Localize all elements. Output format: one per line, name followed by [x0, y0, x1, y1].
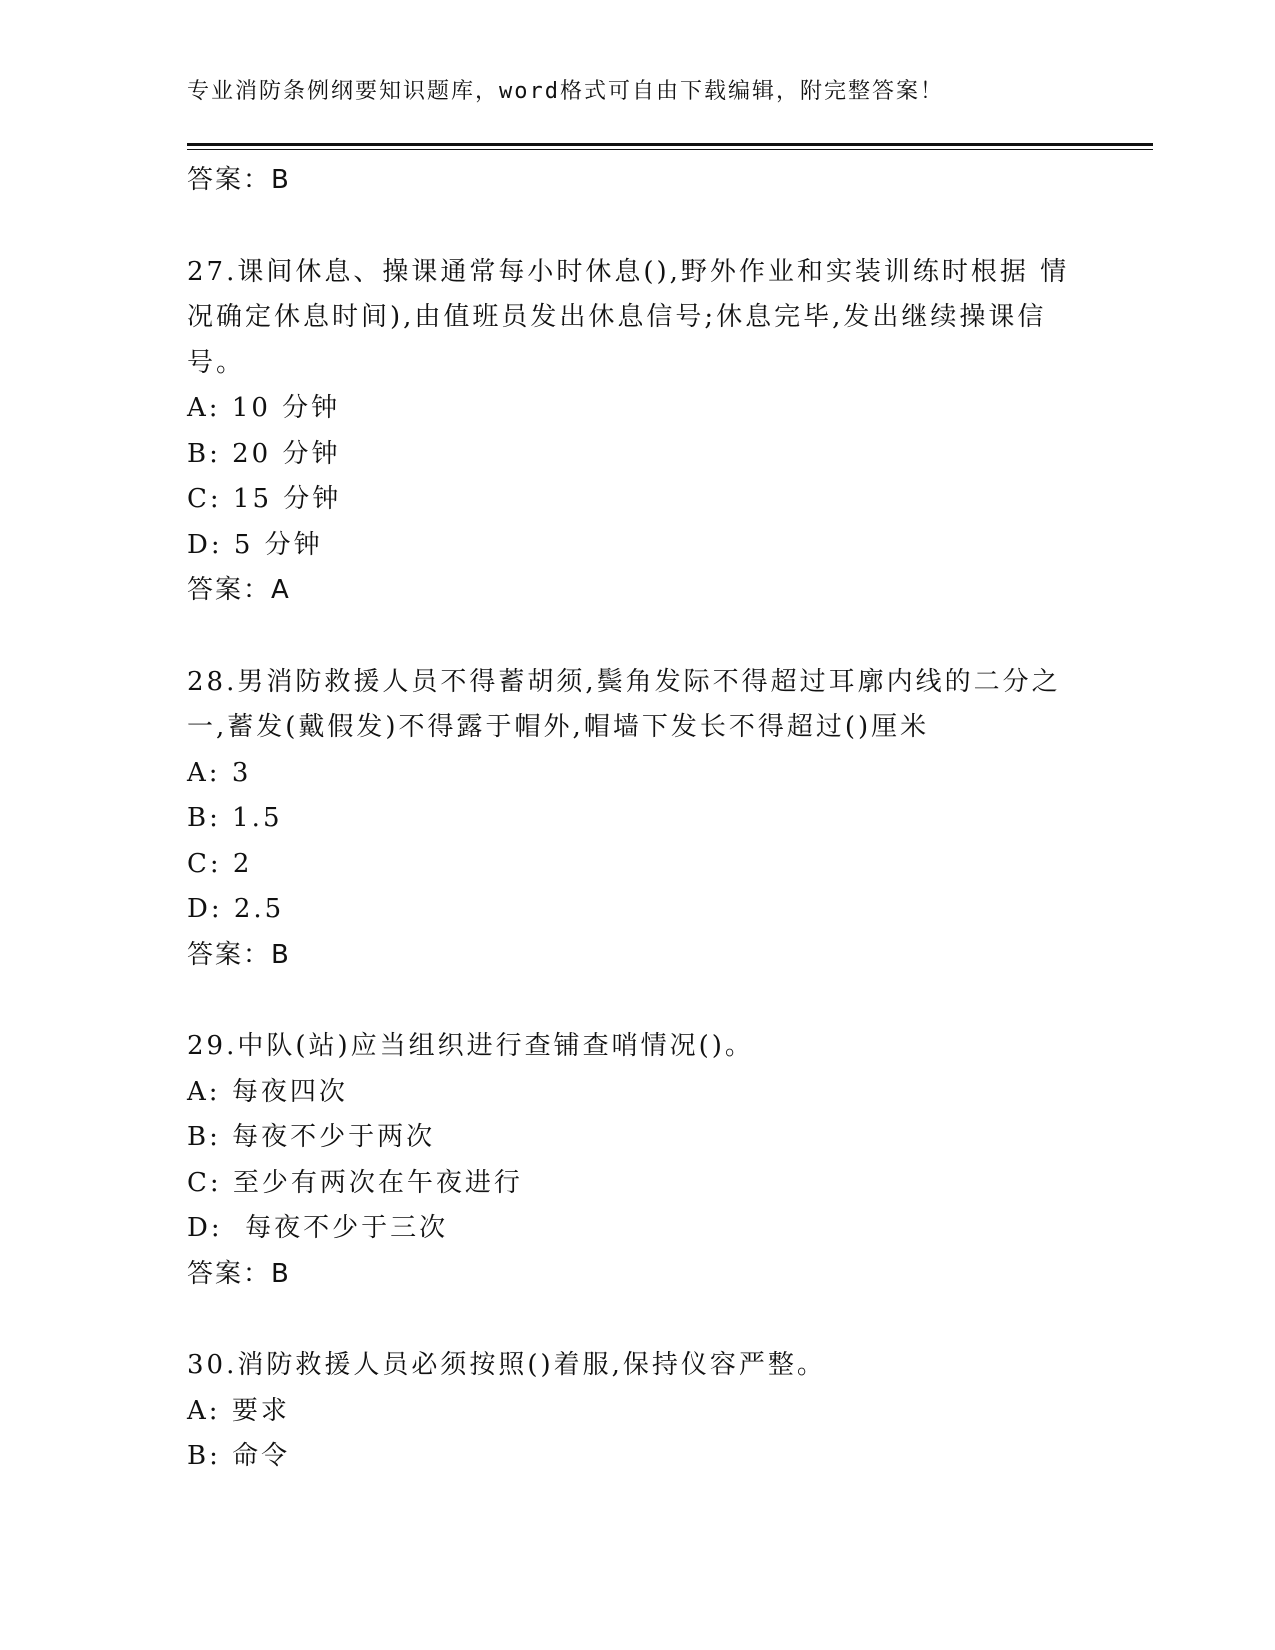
question-stem-line: 号。 — [187, 347, 246, 378]
option-d: D: 每夜不少于三次 — [187, 1213, 449, 1243]
answer-line: 答案：B — [187, 939, 291, 970]
question-stem-line: 29.中队(站)应当组织进行查铺查哨情况()。 — [187, 1031, 754, 1061]
option-b: B: 每夜不少于两次 — [187, 1122, 436, 1152]
option-c: C: 至少有两次在午夜进行 — [187, 1167, 523, 1198]
question-30 — [187, 1343, 1067, 1480]
question-29 — [187, 1024, 1067, 1297]
question-stem-line: 27.课间休息、操课通常每小时休息(),野外作业和实装训练时根据 情 — [187, 256, 1070, 287]
page-header: 专业消防条例纲要知识题库，word格式可自由下载编辑，附完整答案！ — [187, 79, 944, 104]
answer-value: B — [271, 939, 291, 970]
option-b: B: 命令 — [187, 1441, 291, 1471]
header-rule-thick — [187, 143, 1153, 146]
answer-prefix: 答案： — [187, 165, 272, 195]
question-stem-line: 一,蓄发(戴假发)不得露于帽外,帽墙下发长不得超过()厘米 — [187, 712, 930, 742]
header-rule-thin — [187, 149, 1153, 150]
answer-value: B — [271, 1258, 291, 1289]
option-b: B: 20 分钟 — [187, 438, 341, 469]
question-number: 27. — [187, 256, 238, 287]
option-a: A: 10 分钟 — [187, 393, 341, 423]
question-number: 30. — [187, 1350, 238, 1380]
question-stem-line: 28.男消防救援人员不得蓄胡须,鬓角发际不得超过耳廓内线的二分之 — [187, 666, 1061, 697]
option-c: C: 15 分钟 — [187, 484, 342, 514]
question-stem-line: 30.消防救援人员必须按照()着服,保持仪容严整。 — [187, 1350, 826, 1380]
option-a: A: 要求 — [187, 1395, 290, 1426]
question-27 — [187, 250, 1070, 614]
option-d: D: 2.5 — [187, 894, 285, 924]
answer-value: B — [271, 165, 291, 195]
option-a: A: 每夜四次 — [187, 1076, 348, 1107]
option-c: C: 2 — [187, 848, 253, 879]
option-d: D: 5 分钟 — [187, 529, 323, 560]
question-28 — [187, 660, 1067, 979]
answer-line: 答案：A — [187, 575, 291, 605]
answer-value: A — [271, 575, 291, 605]
answer-line: 答案：B — [187, 1258, 291, 1289]
question-stem-line: 况确定休息时间),由值班员发出休息信号;休息完毕,发出继续操课信 — [187, 302, 1047, 332]
question-number: 28. — [187, 666, 238, 697]
option-b: B: 1.5 — [187, 803, 283, 833]
option-a: A: 3 — [187, 757, 252, 788]
question-list — [187, 158, 1070, 1480]
answer-line — [187, 158, 1067, 204]
question-number: 29. — [187, 1031, 238, 1061]
